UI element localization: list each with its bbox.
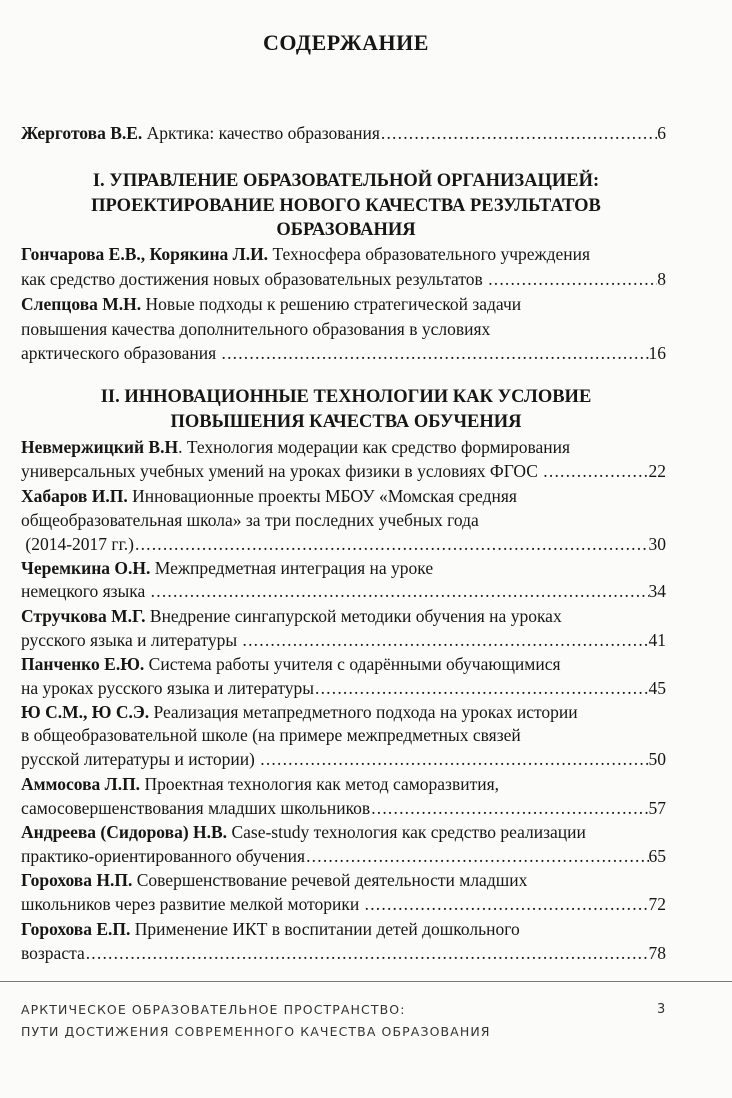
toc-entry-line-last — [21, 746, 666, 772]
toc-entry-line-last — [21, 795, 666, 821]
toc-leader — [85, 940, 649, 966]
toc-entry-line — [21, 291, 666, 317]
toc-author: Андреева (Сидорова) Н.В. — [21, 822, 228, 842]
toc-title-cont: самосовершенствования младших школьников — [21, 798, 371, 818]
toc-entry-line — [21, 916, 666, 942]
toc-entry-line — [21, 819, 666, 845]
toc-entry-line — [21, 434, 666, 460]
toc-title-cont: практико-ориентированного обучения — [21, 846, 306, 866]
toc-leader — [305, 843, 648, 869]
toc-leader — [150, 578, 649, 604]
toc-title: Проектная технология как метод саморазвития, — [140, 774, 500, 794]
toc-leader — [259, 746, 648, 772]
toc-title-cont: как средство достижения новых образовательных результатов — [21, 269, 488, 289]
section-heading-1-line-2: ПРОЕКТИРОВАНИЕ НОВОГО КАЧЕСТВА РЕЗУЛЬТАТОВ — [91, 196, 601, 216]
toc-entry-line-last — [21, 843, 666, 869]
toc-author: Горохова Е.П. — [21, 919, 131, 939]
toc-page-number: 8 — [657, 269, 666, 289]
toc-title-cont: русского языка и литературы — [21, 630, 242, 650]
toc-entry-line-last — [21, 675, 666, 701]
toc-title-cont: на уроках русского языка и литературы — [21, 678, 315, 698]
toc-leader — [134, 531, 649, 557]
toc-entry-line-last — [21, 891, 666, 917]
section-heading-1-line-1: I. УПРАВЛЕНИЕ ОБРАЗОВАТЕЛЬНОЙ ОРГАНИЗАЦИЕЙ: — [92, 171, 600, 191]
toc-page-number: 45 — [648, 678, 666, 698]
toc-author: Ю С.М., Ю С.Э. — [21, 702, 150, 722]
toc-entry-line — [21, 867, 666, 893]
toc-entry-line — [21, 651, 666, 677]
toc-entry-line-last — [21, 627, 666, 653]
section-heading-1-line-3: ОБРАЗОВАНИЯ — [276, 220, 416, 240]
toc-leader — [314, 675, 648, 701]
toc-leader — [221, 340, 649, 366]
toc-page-number: 50 — [648, 749, 666, 769]
toc-title: Система работы учителя с одарёнными обучающимися — [144, 654, 561, 674]
toc-author: Слепцова М.Н. — [21, 294, 142, 314]
toc-leader — [370, 795, 648, 821]
toc-title: Case-study технология как средство реализации — [227, 822, 586, 842]
toc-author: Панченко Е.Ю. — [21, 654, 145, 674]
toc-title: Внедрение сингапурской методики обучения на уроках — [145, 606, 562, 626]
toc-leader — [364, 891, 649, 917]
toc-page-number: 16 — [648, 343, 666, 363]
toc-leader — [542, 458, 648, 484]
toc-entry-line — [21, 483, 666, 509]
toc-author: Невмержицкий В.Н — [21, 437, 179, 457]
section-heading-2-line-1: II. ИННОВАЦИОННЫЕ ТЕХНОЛОГИИ КАК УСЛОВИЕ — [100, 387, 592, 407]
toc-page-number: 30 — [648, 534, 666, 554]
toc-title: Инновационные проекты МБОУ «Момская средняя — [127, 486, 517, 506]
toc-page-number: 22 — [648, 461, 666, 481]
toc-title: Межпредметная интеграция на уроке — [150, 558, 434, 578]
toc-title-cont: (2014-2017 гг.) — [21, 534, 134, 554]
toc-title: Применение ИКТ в воспитании детей дошкольного — [130, 919, 520, 939]
toc-author: Черемкина О.Н. — [21, 558, 151, 578]
toc-entry-line — [21, 603, 666, 629]
toc-author: Стручкова М.Г. — [21, 606, 146, 626]
toc-leader — [242, 627, 649, 653]
toc-entry-line-last — [21, 578, 666, 604]
toc-page-number: 57 — [648, 798, 666, 818]
toc-entry-line-last — [21, 940, 666, 966]
toc-author: Гончарова Е.В., Корякина Л.И. — [21, 244, 269, 264]
page-title: СОДЕРЖАНИЕ — [263, 30, 429, 55]
toc-title: Реализация метапредметного подхода на уроках истории — [149, 702, 578, 722]
toc-page-number: 78 — [648, 943, 666, 963]
footer-divider — [0, 981, 732, 982]
footer-line-2: ПУТИ ДОСТИЖЕНИЯ СОВРЕМЕННОГО КАЧЕСТВА ОБРАЗОВАНИЯ — [21, 1024, 491, 1039]
toc-title-cont: возраста — [21, 943, 85, 963]
toc-entry-intro — [21, 120, 666, 146]
section-heading-2-line-2: ПОВЫШЕНИЯ КАЧЕСТВА ОБУЧЕНИЯ — [170, 412, 522, 432]
toc-title-cont: русской литературы и истории) — [21, 749, 260, 769]
toc-entry-line-last — [21, 266, 666, 292]
toc-leader — [487, 266, 657, 292]
toc-entry-line-last — [21, 531, 666, 557]
toc-author: Хабаров И.П. — [21, 486, 128, 506]
toc-entry-line-last — [21, 458, 666, 484]
toc-entry-line — [21, 771, 666, 797]
toc-title-cont: немецкого языка — [21, 581, 150, 601]
toc-entry-line-last — [21, 340, 666, 366]
toc-page-number: 72 — [648, 894, 666, 914]
toc-title: . Технология модерации как средство формирования — [178, 437, 571, 457]
toc-page-number: 34 — [648, 581, 666, 601]
toc-author: Жерготова В.Е. — [21, 123, 143, 143]
toc-page-number: 65 — [648, 846, 666, 866]
toc-title: Техносфера образовательного учреждения — [268, 244, 591, 264]
toc-title-cont: школьников через развитие мелкой моторики — [21, 894, 364, 914]
toc-title: Новые подходы к решению стратегической задачи — [141, 294, 522, 314]
footer-line-1: АРКТИЧЕСКОЕ ОБРАЗОВАТЕЛЬНОЕ ПРОСТРАНСТВО: — [21, 1002, 406, 1017]
toc-title: Арктика: качество образования — [142, 123, 380, 143]
toc-title-cont: в общеобразовательной школе (на примере межпредметных связей — [21, 725, 521, 745]
toc-page-number: 41 — [648, 630, 666, 650]
toc-title-cont: повышения качества дополнительного образования в условиях — [21, 319, 491, 339]
footer-page-number: 3 — [657, 1002, 666, 1017]
toc-entry-line — [21, 241, 666, 267]
toc-title-cont: универсальных учебных умений на уроках физики в условиях ФГОС — [21, 461, 543, 481]
toc-leader — [380, 120, 657, 146]
toc-author: Аммосова Л.П. — [21, 774, 141, 794]
toc-page-number: 6 — [657, 123, 666, 143]
toc-author: Горохова Н.П. — [21, 870, 133, 890]
toc-title-cont: арктического образования — [21, 343, 221, 363]
toc-title: Совершенствование речевой деятельности младших — [132, 870, 528, 890]
toc-title-cont: общеобразовательная школа» за три последних учебных года — [21, 510, 479, 530]
